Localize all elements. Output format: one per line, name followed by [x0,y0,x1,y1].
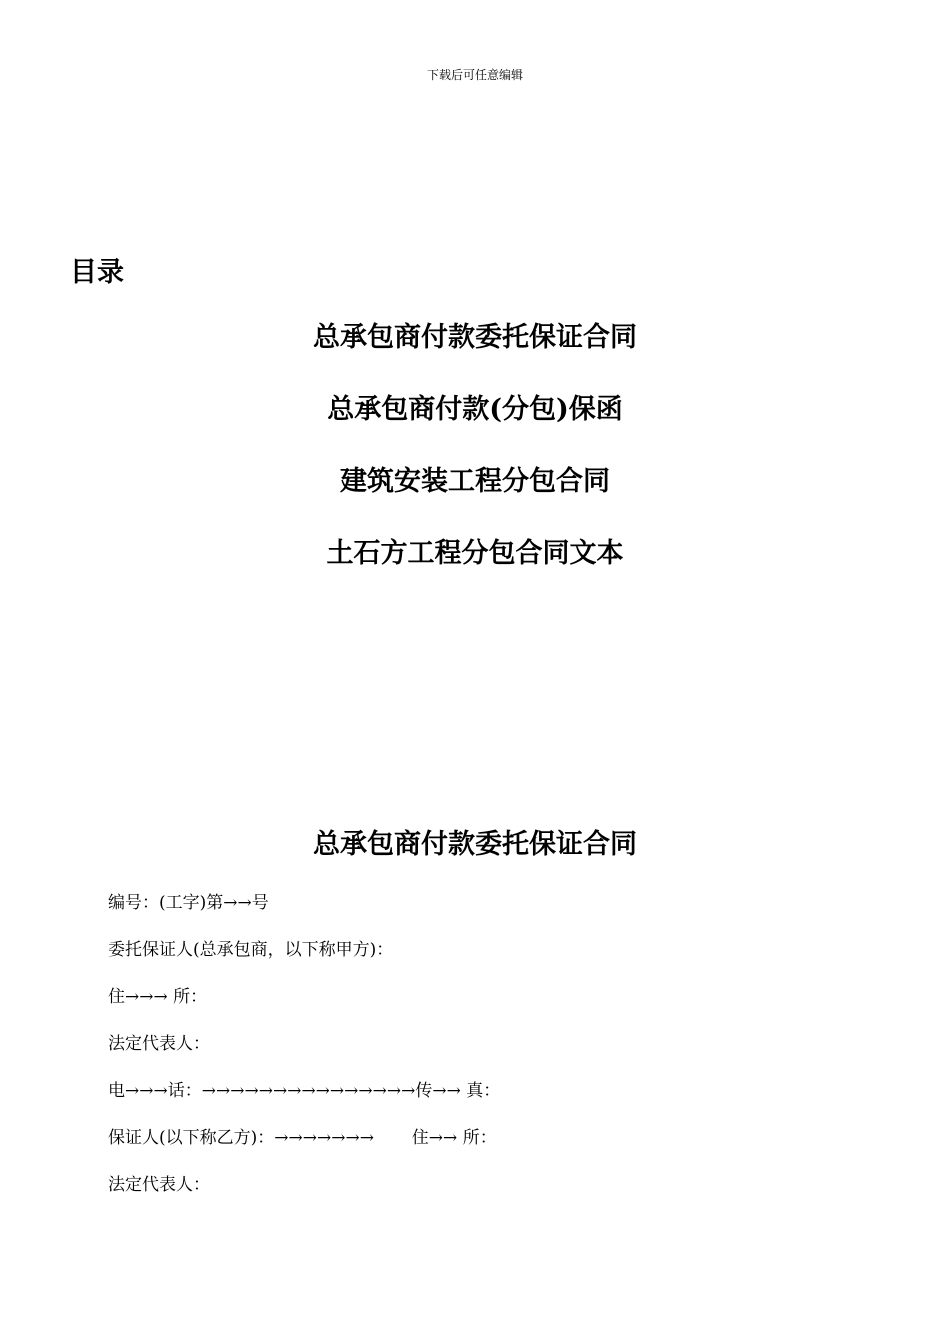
field-legal-representative: 法定代表人： [108,1034,210,1054]
contract-title: 总承包商付款委托保证合同 [313,829,637,860]
toc-item: 总承包商付款(分包)保函 [327,394,623,425]
field-number: 编号：(工字)第→→号 [108,893,269,913]
toc-list [0,318,950,606]
field-entrusting-guarantor: 委托保证人(总承包商，以下称甲方)： [108,940,394,960]
field-guarantor: 保证人(以下称乙方)：→→→→→→→ 住→→ 所： [108,1128,497,1148]
field-address: 住→→→ 所： [108,987,208,1007]
field-phone-fax: 电→→→话：→→→→→→→→→→→→→→→传→→ 真： [108,1081,501,1101]
field-legal-representative-2: 法定代表人： [108,1175,210,1195]
toc-item: 建筑安装工程分包合同 [340,466,610,497]
toc-heading: 目录 [70,257,124,288]
toc-item: 总承包商付款委托保证合同 [313,322,637,353]
toc-item: 土石方工程分包合同文本 [326,538,624,569]
header-note: 下载后可任意编辑 [426,68,523,82]
contract-fields [108,890,888,1219]
